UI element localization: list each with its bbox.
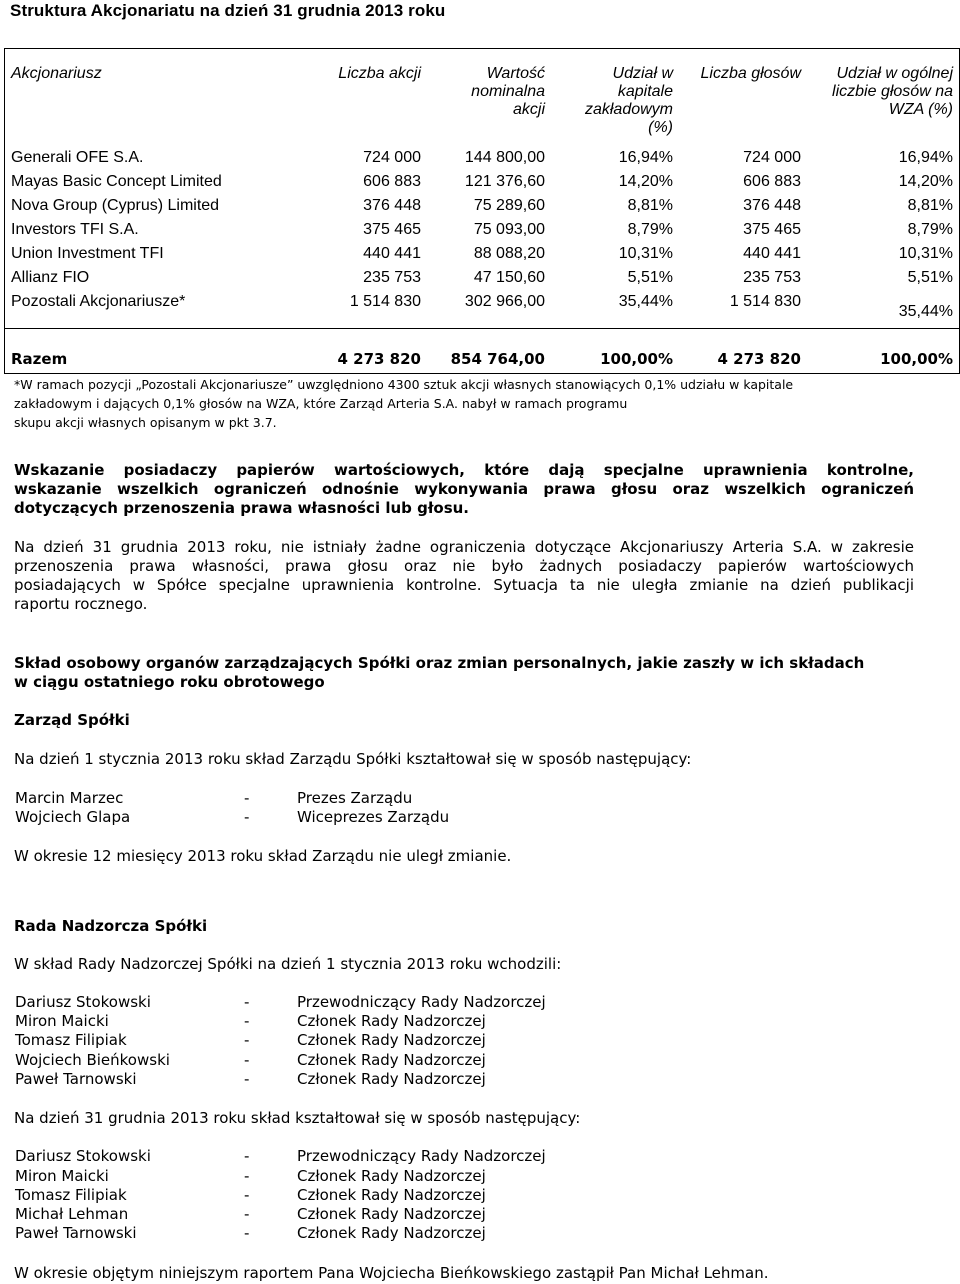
cell-votes: 235 753: [743, 269, 801, 286]
cell-shareholder: Investors TFI S.A.: [11, 221, 139, 238]
cell-shares: 376 448: [363, 197, 421, 214]
cell-votes: 376 448: [743, 197, 801, 214]
cell-vote-share: 16,94%: [898, 149, 953, 166]
cell-shares: 440 441: [363, 245, 421, 262]
total-capital-share: 100,00%: [600, 350, 673, 368]
header-cell-nominal-value: Wartość nominalna akcji: [471, 65, 545, 118]
cell-capital-share: 5,51%: [627, 269, 673, 286]
page-title: Struktura Akcjonariatu na dzień 31 grudnia 2013 roku: [10, 1, 446, 20]
cell-vote-share: 5,51%: [907, 269, 953, 286]
cell-shares: 724 000: [363, 149, 421, 166]
cell-vote-share: 8,79%: [907, 221, 953, 238]
header-cell-shareholder: Akcjonariusz: [11, 65, 102, 82]
header-cell-votes: Liczba głosów: [700, 65, 801, 82]
shareholder-table: [4, 48, 960, 329]
header-cell-capital-share: Udział w kapitale zakładowym (%): [584, 65, 673, 136]
cell-shareholder: Nova Group (Cyprus) Limited: [11, 197, 220, 214]
cell-shares: 606 883: [363, 173, 421, 190]
cell-nominal-value: 75 093,00: [473, 221, 545, 238]
cell-nominal-value: 121 376,60: [464, 173, 545, 190]
cell-shares: 235 753: [363, 269, 421, 286]
cell-shareholder: Union Investment TFI: [11, 245, 164, 262]
cell-nominal-value: 75 289,60: [473, 197, 545, 214]
total-nominal-value: 854 764,00: [450, 350, 545, 368]
total-votes: 4 273 820: [717, 350, 801, 368]
zarzad-intro: Na dzień 1 stycznia 2013 roku skład Zarządu Spółki kształtował się w sposób następujący:: [14, 750, 692, 768]
cell-vote-share: 8,81%: [907, 197, 953, 214]
table-total-row: [4, 328, 960, 374]
cell-shareholder: Allianz FIO: [11, 269, 90, 286]
total-shares: 4 273 820: [337, 350, 421, 368]
cell-votes: 1 514 830: [729, 293, 801, 310]
cell-shares: 375 465: [363, 221, 421, 238]
table-footnote: *W ramach pozycji „Pozostali Akcjonariusze” uwzględniono 4300 sztuk akcji własnych stanowiących 0,1% udziału w kapitale zakładowym i dających 0,1% głosów na WZA, które Zarząd Arteria S.A. nabył w ramach programu skupu akcji własnych opisanym w pkt 3.7.: [14, 377, 794, 430]
cell-vote-share: 10,31%: [898, 245, 953, 262]
cell-votes: 440 441: [743, 245, 801, 262]
cell-capital-share: 16,94%: [618, 149, 673, 166]
total-label: Razem: [11, 350, 68, 368]
final-note: W okresie objętym niniejszym raportem Pana Wojciecha Bieńkowskiego zastąpił Pan Michał Lehman.: [14, 1264, 769, 1282]
section-heading-restrictions: Wskazanie posiadaczy papierów wartościowych, które dają specjalne uprawnienia kontrolne, wskazanie wszelkich ograniczeń odnośnie wykonywania prawa głosu oraz wszelkich ograniczeń dotyczących przenoszenia prawa własności lub głosu.: [14, 461, 914, 517]
cell-shareholder: Pozostali Akcjonariusze*: [11, 293, 186, 310]
cell-nominal-value: 144 800,00: [464, 149, 545, 166]
cell-capital-share: 10,31%: [618, 245, 673, 262]
document-page: Struktura Akcjonariatu na dzień 31 grudnia 2013 roku Akcjonariusz Liczba akcji Wartość nominalna akcji Udział w kapitale zakładowym (%) Liczba głosów Udział w ogólnej liczbie głosów na WZA (%) Generali OFE S.A. 724 000 144 800,00 16,94% 724 000 16,94% Mayas Basic Concept Limited 606 883 121 376,60 14,20% 606 883 14,20% Nova Group (Cyprus) Limited 376 448 75 289,60 8,81% 376 448 8,81% Investors TFI S.A. 375 465 75 093,00 8,79% 375 465 8,79% Union Investment TFI 440 441 88 088,20 10,31% 440 441 10,31% Allianz FIO 235 753 47 150,60 5,51% 235 753 5,51% Pozostali Akcjonariusze* 1 514 830 302 966,00 35,44% 1 514 830 35,44% Razem 4 273 820 854 764,00 100,00% 4 273 820 100,00% *W ramach pozycji „Pozostali Akcjonariusze” uwzględniono 4300 sztuk akcji własnych stanowiących 0,1% udziału w kapitale zakładowym i dających 0,1% głosów na WZA, które Zarząd Arteria S.A. nabył w ramach programu skupu akcji własnych opisanym w pkt 3.7. Wskazanie posiadaczy papierów wartościowych, które dają specjalne uprawnienia kontrolne, wskazanie wszelkich ograniczeń odnośnie wykonywania prawa głosu oraz wszelkich ograniczeń dotyczących przenoszenia prawa własności lub głosu. Na dzień 31 grudnia 2013 roku, nie istniały żadne ograniczenia dotyczące Akcjonariuszy Arteria S.A. w zakresie przenoszenia prawa własności, prawa głosu oraz nie było żadnych posiadaczy papierów wartościowych posiadających w Spółce specjalne uprawnienia kontrolne. Sytuacja ta nie uległa zmianie na dzień publikacji raportu rocznego. Skład osobowy organów zarządzających Spółki oraz zmian personalnych, jakie zaszły w ich składach w ciągu ostatniego roku obrotowego Zarząd Spółki Na dzień 1 stycznia 2013 roku skład Zarządu Spółki kształtował się w sposób następujący: Marcin Marzec - Prezes Zarządu Wojciech Glapa - Wiceprezes Zarządu W okresie 12 miesięcy 2013 roku skład Zarządu nie uległ zmianie. Rada Nadzorcza Spółki W skład Rady Nadzorczej Spółki na dzień 1 stycznia 2013 roku wchodzili: Dariusz Stokowski - Przewodniczący Rady Nadzorczej Miron Maicki - Członek Rady Nadzorczej Tomasz Filipiak - Członek Rady Nadzorczej Wojciech Bieńkowski - Członek Rady Nadzorczej Paweł Tarnowski - Członek Rady Nadzorczej Na dzień 31 grudnia 2013 roku skład kształtował się w sposób następujący: Dariusz Stokowski - Przewodniczący Rady Nadzorczej Miron Maicki - Członek Rady Nadzorczej Tomasz Filipiak - Członek Rady Nadzorczej Michał Lehman - Członek Rady Nadzorczej Paweł Tarnowski - Członek Rady Nadzorczej W okresie objętym niniejszym raportem Pana Wojciecha Bieńkowskiego zastąpił Pan Michał Lehman.: [0, 0, 960, 1284]
cell-nominal-value: 47 150,60: [473, 269, 545, 286]
header-cell-shares: Liczba akcji: [338, 65, 421, 82]
restrictions-paragraph: Na dzień 31 grudnia 2013 roku, nie istniały żadne ograniczenia dotyczące Akcjonariuszy Arteria S.A. w zakresie przenoszenia prawa własności, prawa głosu oraz nie było żadnych posiadaczy papierów wartościowych posiadających w Spółce specjalne uprawnienia kontrolne. Sytuacja ta nie uległa zmianie na dzień publikacji raportu rocznego.: [14, 538, 914, 613]
cell-shareholder: Mayas Basic Concept Limited: [11, 173, 222, 190]
total-vote-share: 100,00%: [880, 350, 953, 368]
cell-capital-share: 35,44%: [618, 293, 673, 310]
subheading-rada: Rada Nadzorcza Spółki: [14, 917, 208, 935]
cell-shareholder: Generali OFE S.A.: [11, 149, 144, 166]
cell-nominal-value: 302 966,00: [464, 293, 545, 310]
cell-vote-share: 14,20%: [898, 173, 953, 190]
rada-intro-end: Na dzień 31 grudnia 2013 roku skład kształtował się w sposób następujący:: [14, 1109, 581, 1127]
section-heading-management: Skład osobowy organów zarządzających Spółki oraz zmian personalnych, jakie zaszły w ich składach w ciągu ostatniego roku obrotowego: [14, 654, 865, 691]
cell-vote-share: 35,44%: [898, 303, 953, 320]
rada-intro-start: W skład Rady Nadzorczej Spółki na dzień 1 stycznia 2013 roku wchodzili:: [14, 955, 562, 973]
subheading-zarzad: Zarząd Spółki: [14, 711, 130, 729]
cell-votes: 375 465: [743, 221, 801, 238]
cell-votes: 606 883: [743, 173, 801, 190]
cell-capital-share: 8,81%: [627, 197, 673, 214]
cell-shares: 1 514 830: [349, 293, 421, 310]
zarzad-note: W okresie 12 miesięcy 2013 roku skład Zarządu nie uległ zmianie.: [14, 847, 512, 865]
cell-capital-share: 14,20%: [618, 173, 673, 190]
header-cell-vote-share: Udział w ogólnej liczbie głosów na WZA (%): [832, 65, 953, 118]
cell-votes: 724 000: [743, 149, 801, 166]
cell-nominal-value: 88 088,20: [473, 245, 545, 262]
cell-capital-share: 8,79%: [627, 221, 673, 238]
